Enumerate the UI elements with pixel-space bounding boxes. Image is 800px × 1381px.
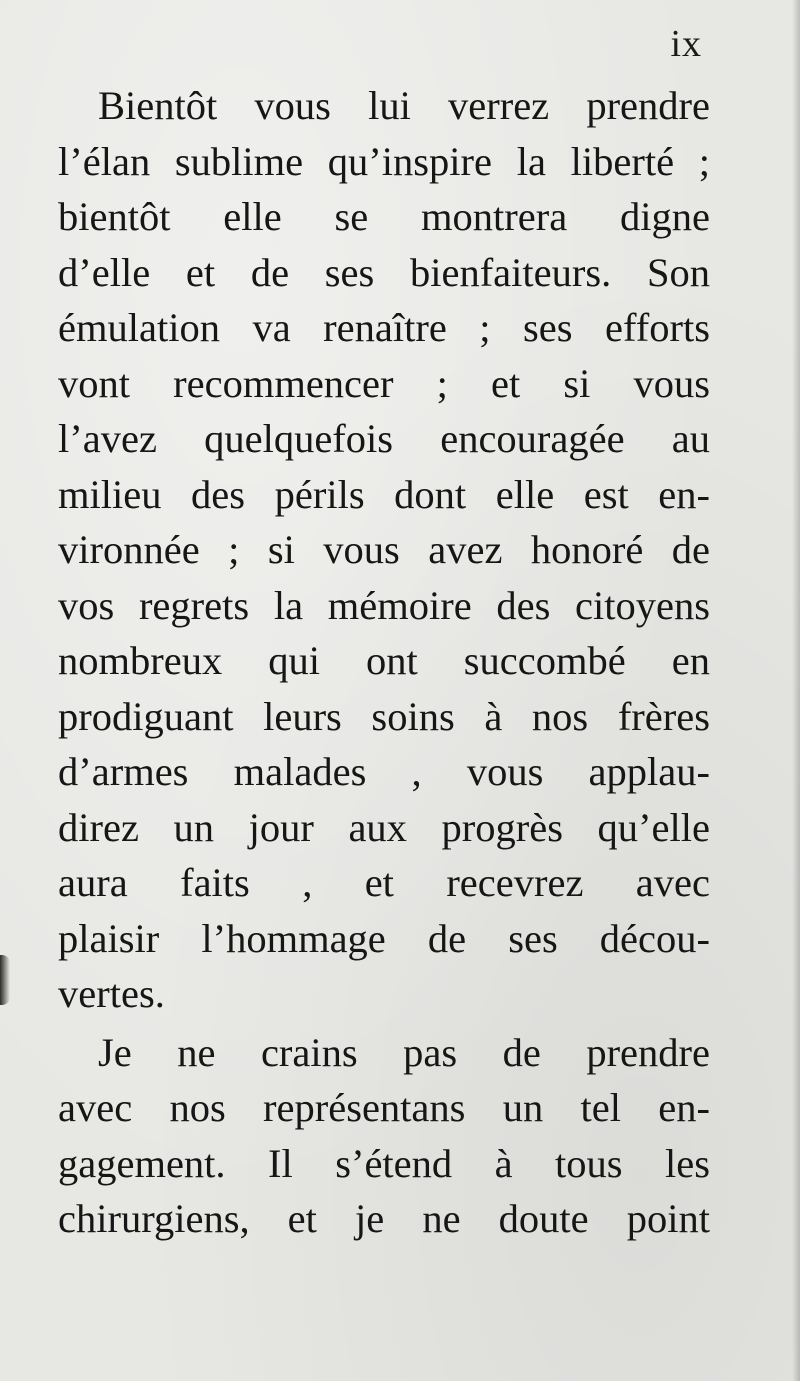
text-line: milieu des périls dont elle est en- <box>58 471 710 517</box>
text-line: émulation va renaître ; ses efforts <box>58 305 710 350</box>
page-edge-mark <box>0 955 10 1005</box>
text-line: bientôt elle se montrera digne <box>58 194 710 239</box>
text-line: nombreux qui ont succombé en <box>58 638 710 683</box>
text-line: d’elle et de ses bienfaiteurs. Son <box>58 249 710 295</box>
text-line: gagement. Il s’étend à tous les <box>58 1140 710 1186</box>
text-line: aura faits , et recevrez avec <box>58 860 710 905</box>
text-line: d’armes malades , vous applau- <box>58 749 710 794</box>
text-line: vironnée ; si vous avez honoré de <box>58 527 710 572</box>
page-number: ix <box>670 23 702 65</box>
text-line: vos regrets la mémoire des citoyens <box>58 582 710 628</box>
text-line: vertes. <box>58 971 165 1016</box>
body-text <box>58 78 710 1247</box>
text-line: direz un jour aux progrès qu’elle <box>58 804 710 850</box>
text-line: vont recommencer ; et si vous <box>58 360 710 406</box>
page-edge-shadow <box>792 0 800 1381</box>
text-line: prodiguant leurs soins à nos frères <box>58 693 710 739</box>
text-line: Bientôt vous lui verrez prendre <box>98 83 710 128</box>
text-line: avec nos représentans un tel en- <box>58 1085 710 1130</box>
text-line: l’élan sublime qu’inspire la liberté ; <box>58 138 710 184</box>
text-line: plaisir l’hommage de ses décou- <box>58 915 710 961</box>
text-line: l’avez quelquefois encouragée au <box>58 416 710 461</box>
text-line: Je ne crains pas de prendre <box>98 1029 710 1075</box>
text-line: chirurgiens, et je ne doute point <box>58 1196 710 1241</box>
